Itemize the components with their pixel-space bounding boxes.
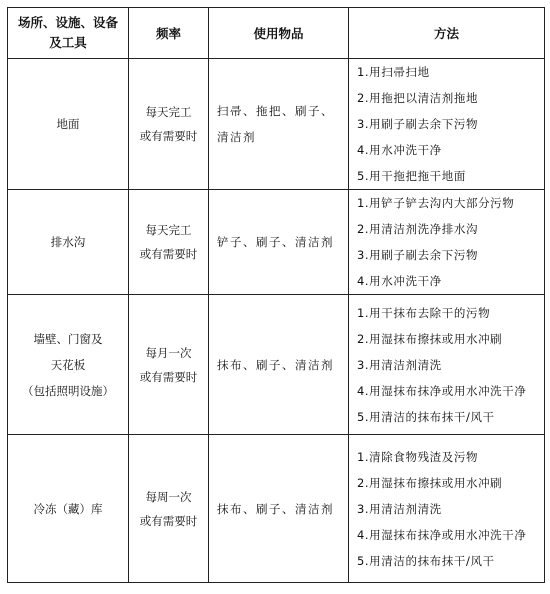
table-row [8,190,545,295]
place-text: 冷冻（藏）库 [33,501,103,516]
items-text: 铲子、刷子、清洁剂 [217,235,334,249]
frequency-cell [129,295,209,435]
method-step: 3.用清洁剂清洗 [357,357,442,372]
frequency-text: 每天完工 [145,105,192,119]
frequency-text: 或有需要时 [139,247,198,261]
method-step: 5.用清洁的抹布抹干/风干 [357,553,495,568]
header-place-line: 及工具 [49,35,87,50]
table-row [8,295,545,435]
place-text: 墙壁、门窗及 [33,331,103,346]
header-place [8,8,129,59]
frequency-text: 每周一次 [145,489,192,504]
items-cell [209,59,349,190]
frequency-text: 或有需要时 [139,369,198,384]
method-step: 4.用湿抹布抹净或用水冲洗干净 [357,383,527,398]
table-header-row [8,8,545,59]
method-step: 2.用拖把以清洁剂拖地 [357,91,479,105]
frequency-text: 每天完工 [145,223,192,237]
place-cell [8,295,129,435]
method-step: 1.用干抹布去除干的污物 [357,305,491,320]
method-step: 2.用湿抹布擦抹或用水冲刷 [357,331,503,346]
methods-cell [349,59,545,190]
frequency-text: 或有需要时 [139,129,198,143]
method-step: 2.用清洁剂洗净排水沟 [357,222,479,236]
frequency-cell [129,59,209,190]
methods-cell [349,295,545,435]
table-row [8,59,545,190]
method-step: 3.用刷子刷去余下污物 [357,117,479,131]
frequency-cell [129,435,209,583]
method-step: 4.用水冲洗干净 [357,274,442,288]
method-step: 5.用清洁的抹布抹干/风干 [357,409,495,424]
place-cell [8,59,129,190]
header-frequency: 频率 [129,8,209,59]
frequency-cell [129,190,209,295]
frequency-text: 或有需要时 [139,513,198,528]
place-cell [8,435,129,583]
method-step: 2.用湿抹布擦抹或用水冲刷 [357,475,503,490]
frequency-text: 每月一次 [145,345,192,360]
items-cell [209,190,349,295]
method-step: 3.用刷子刷去余下污物 [357,248,479,262]
header-place-line: 场所、设施、设备 [17,15,118,30]
method-step: 3.用清洁剂清洗 [357,501,442,516]
place-text: 排水沟 [50,235,86,249]
place-text: 天花板 [50,357,86,372]
items-text: 抹布、刷子、清洁剂 [217,357,334,372]
items-cell [209,435,349,583]
header-items: 使用物品 [209,8,349,59]
header-method: 方法 [349,8,545,59]
method-step: 1.用铲子铲去沟内大部分污物 [357,196,515,210]
place-cell [8,190,129,295]
items-text: 扫帚、拖把、刷子、清洁剂 [217,104,334,144]
place-text: （包括照明设施） [22,383,114,398]
methods-cell [349,435,545,583]
method-step: 5.用干拖把拖干地面 [357,169,466,183]
items-text: 抹布、刷子、清洁剂 [217,501,334,516]
method-step: 4.用湿抹布抹净或用水冲洗干净 [357,527,527,542]
table-row [8,435,545,583]
method-step: 1.用扫帚扫地 [357,65,430,79]
items-cell [209,295,349,435]
method-step: 4.用水冲洗干净 [357,143,442,157]
method-step: 1.清除食物残渣及污物 [357,449,479,464]
cleaning-schedule-table [7,7,545,583]
place-text: 地面 [56,117,80,131]
methods-cell [349,190,545,295]
